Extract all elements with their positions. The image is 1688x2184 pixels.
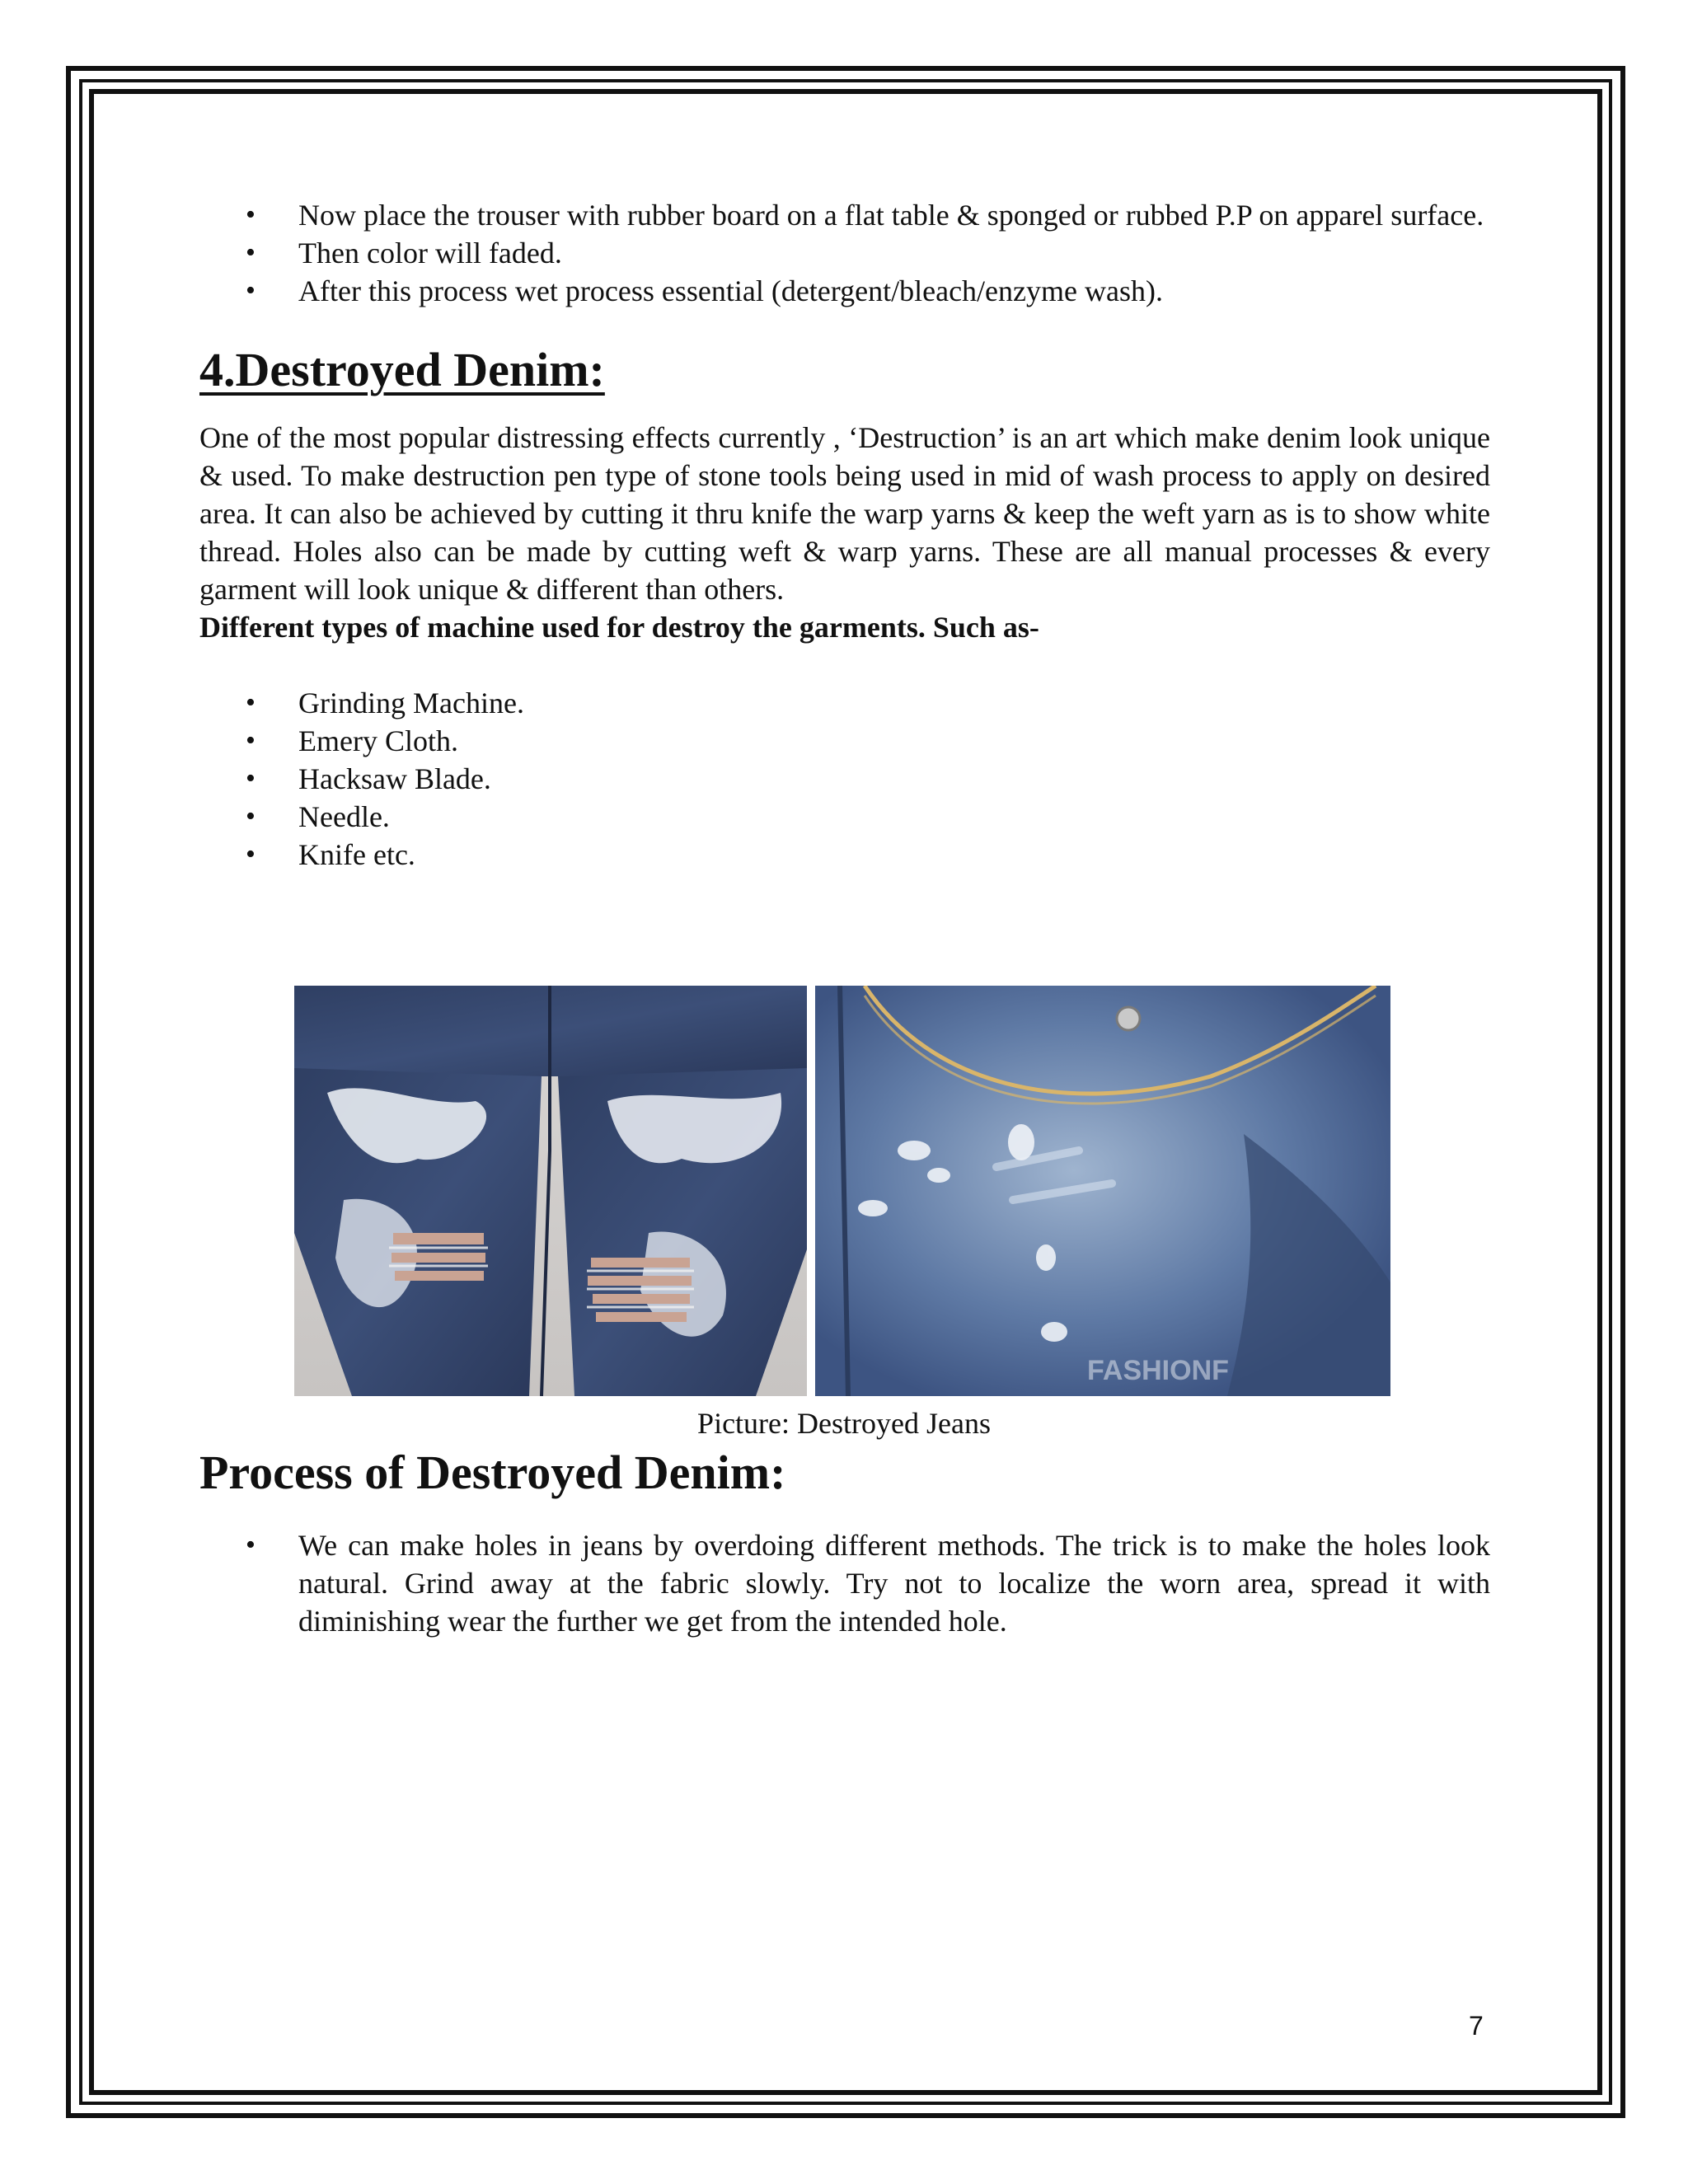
- process-section: [199, 1444, 1490, 1640]
- destroyed-jeans-photo-left: [294, 986, 807, 1396]
- list-item: • Hacksaw Blade.: [199, 760, 1490, 798]
- destroyed-jeans-figure: [294, 986, 1390, 1396]
- paragraph-text: One of the most popular distressing effects currently , ‘Destruction’ is an art which make denim look unique & used. To make destruction pen type of stone tools being used in mid of wash process to apply on desired area. It can also be achieved by cutting it thru knife the warp yarns & keep the weft yarn as is to show white thread. Holes also can be made by cutting weft & warp yarns. These are all manual processes & every garment will look unique & different than others.: [199, 421, 1490, 606]
- destroyed-jeans-photo-right: [815, 986, 1390, 1396]
- figure-caption: Picture: Destroyed Jeans: [697, 1407, 991, 1440]
- page-content: [199, 196, 1490, 874]
- list-item: • After this process wet process essential (detergent/bleach/enzyme wash).: [199, 272, 1490, 310]
- section-heading-process: Process of Destroyed Denim:: [199, 1446, 786, 1499]
- list-item: • Emery Cloth.: [199, 722, 1490, 760]
- list-item: • We can make holes in jeans by overdoing different methods. The trick is to make the holes look natural. Grind away at the fabric slowly. Try not to localize the worn area, spread it with diminishing wear the further we get from the intended hole.: [199, 1526, 1490, 1640]
- intro-bullet-list: [199, 196, 1490, 310]
- list-item: • Grinding Machine.: [199, 684, 1490, 722]
- tools-bullet-list: [199, 684, 1490, 874]
- list-item: • Then color will faded.: [199, 234, 1490, 272]
- process-bullet-list: [199, 1526, 1490, 1640]
- list-item: • Now place the trouser with rubber board on a flat table & sponged or rubbed P.P on apparel surface.: [199, 196, 1490, 234]
- list-item: • Knife etc.: [199, 836, 1490, 874]
- machines-intro-line: Different types of machine used for destroy the garments. Such as-: [199, 611, 1039, 644]
- section-heading-destroyed-denim: 4.Destroyed Denim:: [199, 343, 605, 396]
- destroyed-denim-paragraph: [199, 419, 1490, 646]
- list-item: • Needle.: [199, 798, 1490, 836]
- page-number: 7: [1469, 2011, 1484, 2041]
- watermark-text: FASHIONF: [1087, 1355, 1229, 1386]
